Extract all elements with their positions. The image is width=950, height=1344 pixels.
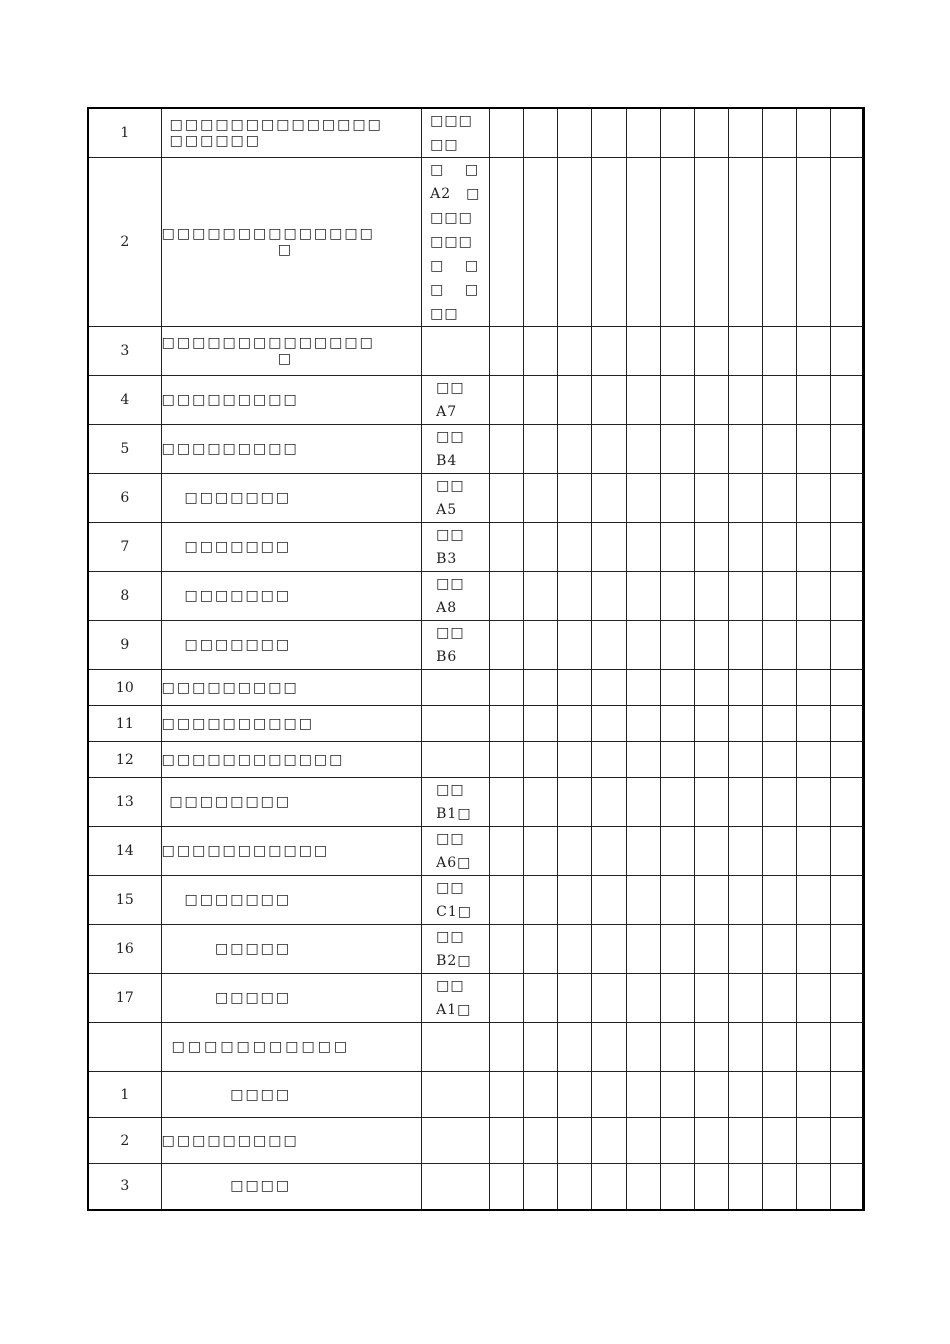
row-note: □□ B2□	[422, 925, 490, 974]
checklist-table	[87, 107, 865, 1211]
row-number: 5	[88, 425, 161, 474]
table-row	[88, 474, 864, 523]
row-number: 7	[88, 523, 161, 572]
row-number: 12	[88, 742, 161, 778]
table-row	[88, 827, 864, 876]
row-name: □□□□□□□	[161, 523, 422, 572]
row-number: 17	[88, 974, 161, 1023]
table-row	[88, 1118, 864, 1164]
row-name: □□□□□□□□□	[161, 670, 422, 706]
table-row	[88, 523, 864, 572]
row-note: □□ B3	[422, 523, 490, 572]
table-row	[88, 778, 864, 827]
row-note: □□ A7	[422, 376, 490, 425]
section-header-row	[88, 1023, 864, 1072]
row-note: □□ B6	[422, 621, 490, 670]
row-number: 3	[88, 1164, 161, 1210]
row-name: □□□□□□□	[161, 876, 422, 925]
table-row	[88, 925, 864, 974]
table-row	[88, 1164, 864, 1210]
row-name: □□□□□□□□□	[161, 376, 422, 425]
row-number: 14	[88, 827, 161, 876]
row-number: 1	[88, 108, 161, 158]
row-note	[422, 1072, 490, 1118]
row-number: 3	[88, 327, 161, 376]
table-row	[88, 621, 864, 670]
row-name: □□□□	[161, 1072, 422, 1118]
row-number: 2	[88, 158, 161, 327]
row-note: □□ B1□	[422, 778, 490, 827]
row-note	[422, 706, 490, 742]
table-row	[88, 974, 864, 1023]
row-name: □□□□□□□□□	[161, 1118, 422, 1164]
row-note: □□ C1□	[422, 876, 490, 925]
row-note	[422, 670, 490, 706]
row-note: □□ A6□	[422, 827, 490, 876]
row-name: □□□□□□□□□□□	[161, 827, 422, 876]
row-note	[422, 742, 490, 778]
row-note: □ □ A2 □ □□□ □□□ □ □ □ □ □□	[422, 158, 490, 327]
row-note: □□ A8	[422, 572, 490, 621]
row-note: □□ B4	[422, 425, 490, 474]
row-note: □□□ □□	[422, 108, 490, 158]
row-name: □□□□□□□□□	[161, 425, 422, 474]
section-title: □□□□□□□□□□□	[161, 1023, 422, 1072]
row-name: □□□□□□□□□□	[161, 706, 422, 742]
row-note	[422, 1164, 490, 1210]
row-number: 8	[88, 572, 161, 621]
row-number: 6	[88, 474, 161, 523]
row-name: □□□□□□□□□□□□□□ □	[161, 158, 422, 327]
row-name: □□□□□□□	[161, 621, 422, 670]
row-name: □□□□□	[161, 974, 422, 1023]
row-number: 13	[88, 778, 161, 827]
row-number: 15	[88, 876, 161, 925]
table-row	[88, 876, 864, 925]
row-number: 4	[88, 376, 161, 425]
row-note	[422, 327, 490, 376]
row-name: □□□□□□□	[161, 474, 422, 523]
row-note: □□ A5	[422, 474, 490, 523]
row-name: □□□□	[161, 1164, 422, 1210]
table-row	[88, 670, 864, 706]
row-number: 1	[88, 1072, 161, 1118]
row-name: □□□□□	[161, 925, 422, 974]
row-name: □□□□□□□	[161, 572, 422, 621]
table-row	[88, 158, 864, 327]
row-number: 11	[88, 706, 161, 742]
table-row	[88, 706, 864, 742]
row-number: 10	[88, 670, 161, 706]
row-name: □□□□□□□□□□□□□□ □□□□□□	[161, 108, 422, 158]
table-row	[88, 108, 864, 158]
row-note	[422, 1118, 490, 1164]
table-row	[88, 572, 864, 621]
table-row	[88, 327, 864, 376]
row-number: 16	[88, 925, 161, 974]
row-name: □□□□□□□□□□□□□□ □	[161, 327, 422, 376]
table-row	[88, 742, 864, 778]
row-name: □□□□□□□□	[161, 778, 422, 827]
row-note: □□ A1□	[422, 974, 490, 1023]
table-row	[88, 1072, 864, 1118]
row-number: 9	[88, 621, 161, 670]
row-number: 2	[88, 1118, 161, 1164]
table-row	[88, 425, 864, 474]
row-name: □□□□□□□□□□□□	[161, 742, 422, 778]
table-row	[88, 376, 864, 425]
